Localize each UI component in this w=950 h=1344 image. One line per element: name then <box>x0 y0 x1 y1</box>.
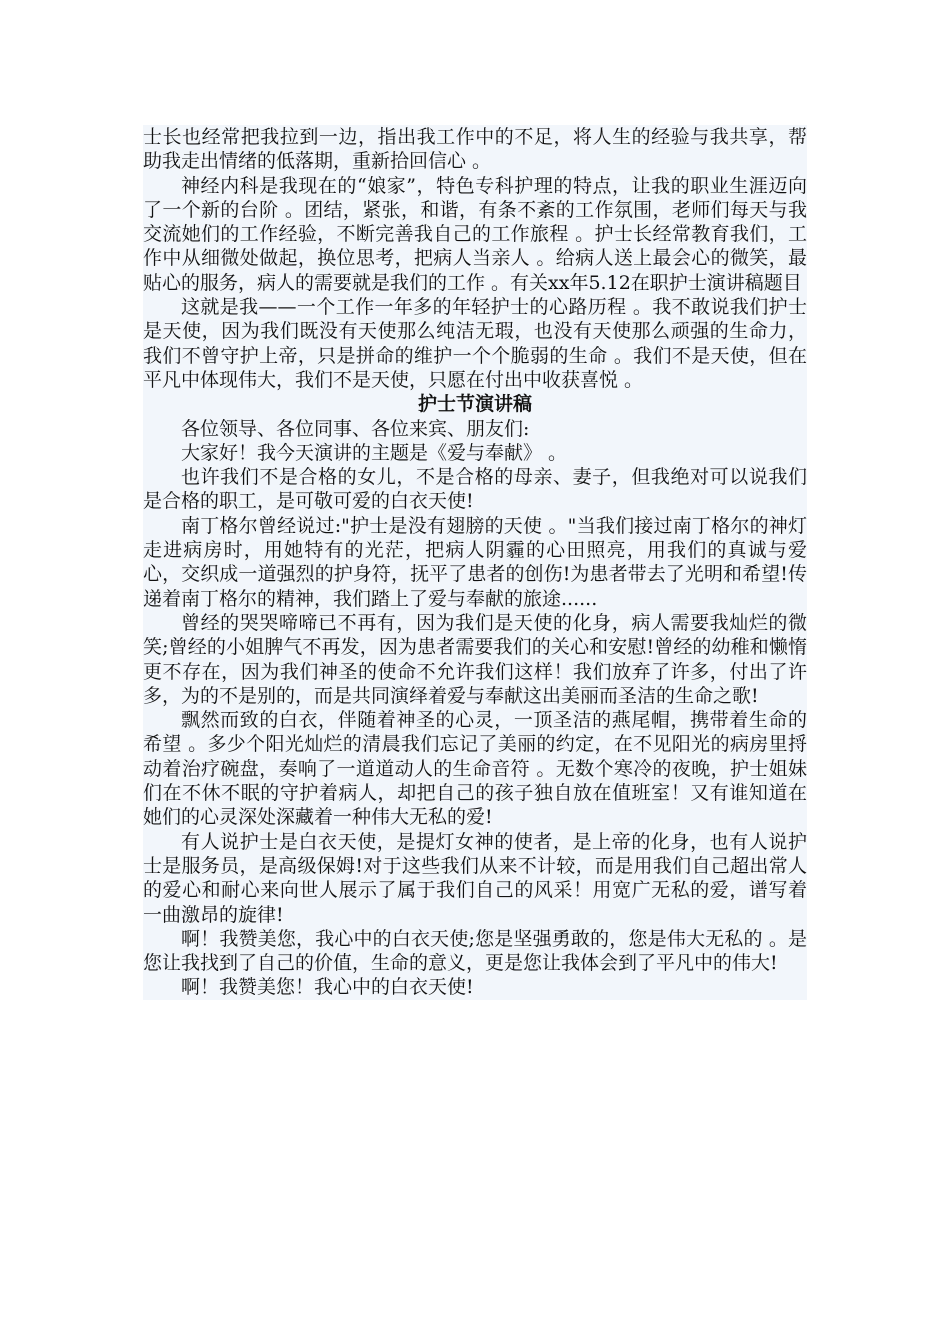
paragraph: 飘然而致的白衣，伴随着神圣的心灵，一顶圣洁的燕尾帽，携带着生命的希望 。多少个阳光灿烂的清晨我们忘记了美丽的约定，在不见阳光的病房里捋动着治疗碗盘，奏响了一道道动人的生命音符 。无数个寒冷的夜晚，护士姐妹们在不休不眠的守护着病人，却把自己的孩子独自放在值班室！又有谁知道在她们的心灵深处深藏着一种伟大无私的爱! <box>143 709 807 829</box>
paragraph-continued: 士长也经常把我拉到一边，指出我工作中的不足，将人生的经验与我共享，帮助我走出情绪的低落期，重新拾回信心 。 <box>143 126 807 173</box>
paragraph: 有人说护士是白衣天使，是提灯女神的使者，是上帝的化身，也有人说护士是服务员，是高级保姆!对于这些我们从来不计较，而是用我们自己超出常人的爱心和耐心来向世人展示了属于我们自己的风采！用宽广无私的爱，谱写着一曲激昂的旋律! <box>143 830 807 926</box>
paragraph: 神经内科是我现在的“娘家”，特色专科护理的特点，让我的职业生涯迈向了一个新的台阶 。团结，紧张，和谐，有条不紊的工作氛围，老师们每天与我交流她们的工作经验，不断完善我自己的工作旅程 。护士长经常教育我们，工作中从细微处做起，换位思考，把病人当亲人 。给病人送上最会心的微笑，最贴心的服务，病人的需要就是我们的工作 。有关xx年5.12在职护士演讲稿题目 <box>143 174 807 294</box>
paragraph: 啊！我赞美您，我心中的白衣天使;您是坚强勇敢的，您是伟大无私的 。是您让我找到了自己的价值，生命的意义，更是您让我体会到了平凡中的伟大! <box>143 927 807 975</box>
paragraph: 也许我们不是合格的女儿，不是合格的母亲、妻子，但我绝对可以说我们是合格的职工，是可敬可爱的白衣天使! <box>143 466 807 513</box>
document-body <box>143 125 807 1000</box>
section-heading: 护士节演讲稿 <box>417 393 532 416</box>
paragraph: 曾经的哭哭啼啼已不再有，因为我们是天使的化身，病人需要我灿烂的微笑;曾经的小姐脾气不再发，因为患者需要我们的关心和安慰!曾经的幼稚和懒惰更不存在，因为我们神圣的使命不允许我们这样！我们放弃了许多，付出了许多，为的不是别的，而是共同演绎着爱与奉献这出美丽而圣洁的生命之歌! <box>143 611 807 707</box>
salutation: 各位领导、各位同事、各位来宾、朋友们: <box>181 417 530 440</box>
paragraph-closing: 啊！我赞美您！我心中的白衣天使! <box>181 976 474 999</box>
paragraph: 这就是我——一个工作一年多的年轻护士的心路历程 。我不敢说我们护士是天使，因为我们既没有天使那么纯洁无瑕，也没有天使那么顽强的生命力，我们不曾守护上帝，只是拼命的维护一个个脆弱的生命 。我们不是天使，但在平凡中体现伟大，我们不是天使，只愿在付出中收获喜悦 。 <box>143 296 807 391</box>
paragraph: 南丁格尔曾经说过:"护士是没有翅膀的天使 。"当我们接过南丁格尔的神灯走进病房时，用她特有的光茫，把病人阴霾的心田照亮，用我们的真诚与爱心，交织成一道强烈的护身符，抚平了患者的创伤!为患者带去了光明和希望!传递着南丁格尔的精神，我们踏上了爱与奉献的旅途...... <box>143 514 807 610</box>
paragraph: 大家好！我今天演讲的主题是《爱与奉献》 。 <box>181 441 568 464</box>
